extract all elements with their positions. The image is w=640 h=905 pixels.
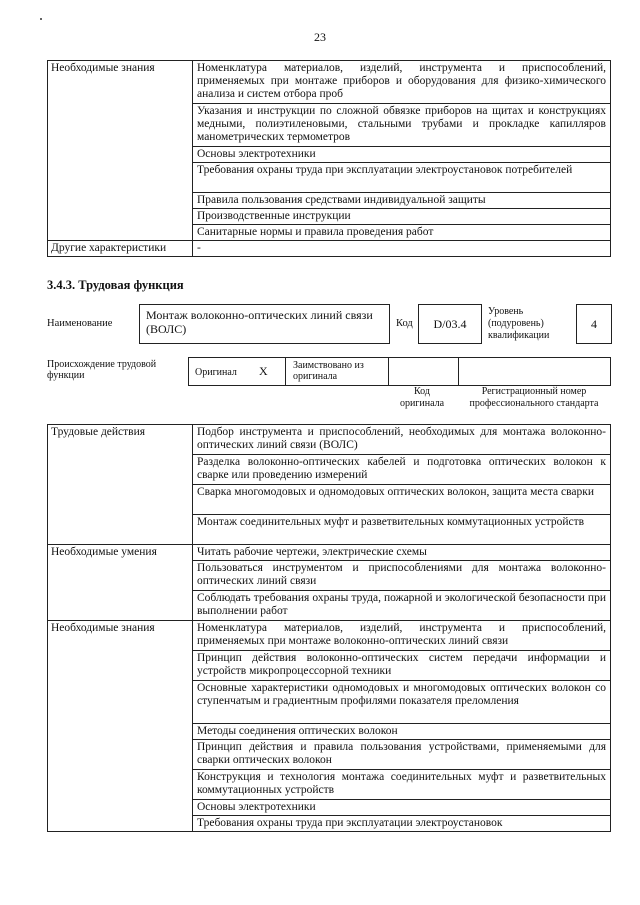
table-cell: Санитарные нормы и правила проведения работ [193,225,611,241]
code-label: Код [396,318,413,329]
divider [458,358,459,385]
origin-box [188,357,611,386]
table-cell: Соблюдать требования охраны труда, пожарной и экологической безопасности при выполнении работ [193,591,611,621]
table-cell: Сварка многомодовых и одномодовых оптических волокон, защита места сварки [193,485,611,515]
original-mark: X [259,364,268,378]
row-label-skills: Необходимые умения [48,545,193,621]
table-cell: Монтаж соединительных муфт и разветвительных коммутационных устройств [193,515,611,545]
name-box [139,304,390,344]
page-number: 23 [314,30,326,44]
table-cell: Читать рабочие чертежи, электрические схемы [193,545,611,561]
table-cell: Подбор инструмента и приспособлений, необходимых для монтажа волоконно-оптических линий связи (ВОЛС) [193,425,611,455]
table-cell: Основные характеристики одномодовых и многомодовых оптических волокон со ступенчатым и градиентным профилями показателя преломления [193,681,611,724]
divider [388,358,389,385]
table-cell: Конструкция и технология монтажа соединительных муфт и разветвительных коммутационных устройств [193,770,611,800]
level-box [576,304,612,344]
divider [285,358,286,385]
section-title: 3.4.3. Трудовая функция [47,278,184,292]
row-label-knowledge: Необходимые знания [48,621,193,832]
row-label-knowledge: Необходимые знания [48,61,193,241]
scan-speck [40,18,42,20]
code-value: D/03.4 [433,317,467,331]
table-cell: - [193,241,611,257]
original-label: Оригинал [195,367,237,378]
table-cell: Методы соединения оптических волокон [193,724,611,740]
origin-label: Происхождение трудовой функции [47,359,157,381]
name-label: Наименование [47,318,113,329]
table-cell: Требования охраны труда при эксплуатации электроустановок [193,816,611,832]
table-cell: Номенклатура материалов, изделий, инструмента и приспособлений, применяемых при монтаже приборов и оборудования для физико-химического анализа и систем отбора проб [193,61,611,104]
reg-number-caption: Регистрационный номер профессионального стандарта [469,386,599,409]
table-row [48,61,611,104]
table-cell: Основы электротехники [193,147,611,163]
table-cell: Указания и инструкции по сложной обвязке приборов на щитах и конструкциях медными, полиэтиленовыми, стальными трубами и прокладке капилляров манометрических термометров [193,104,611,147]
table-cell: Разделка волоконно-оптических кабелей и подготовка оптических волокон к сварке или проведению измерений [193,455,611,485]
table-cell: Производственные инструкции [193,209,611,225]
row-label-actions: Трудовые действия [48,425,193,545]
table-row [48,545,611,561]
code-box [418,304,482,344]
borrowed-label: Заимствовано из оригинала [293,360,364,382]
table-row [48,425,611,455]
table-cell: Правила пользования средствами индивидуальной защиты [193,193,611,209]
table-cell: Основы электротехники [193,800,611,816]
level-value: 4 [591,317,597,331]
table-row [48,241,611,257]
function-name: Монтаж волоконно-оптических линий связи (ВОЛС) [146,308,373,336]
table-cell: Номенклатура материалов, изделий, инструмента и приспособлений, применяемых при монтаже волоконно-оптических линий связи [193,621,611,651]
table-row [48,621,611,651]
labor-function-table [47,424,611,832]
row-label-other: Другие характеристики [48,241,193,257]
table-cell: Принцип действия и правила пользования устройствами, применяемыми для сварки оптических волокон [193,740,611,770]
knowledge-table-continued [47,60,611,257]
table-cell: Пользоваться инструментом и приспособлениями для монтажа волоконно-оптических линий связи [193,561,611,591]
table-cell: Требования охраны труда при эксплуатации электроустановок потребителей [193,163,611,193]
table-cell: Принцип действия волоконно-оптических систем передачи информации и устройств микропроцессорной техники [193,651,611,681]
code-original-caption: Код оригинала [399,386,445,409]
level-label: Уровень (подуровень) квалификации [488,306,550,341]
